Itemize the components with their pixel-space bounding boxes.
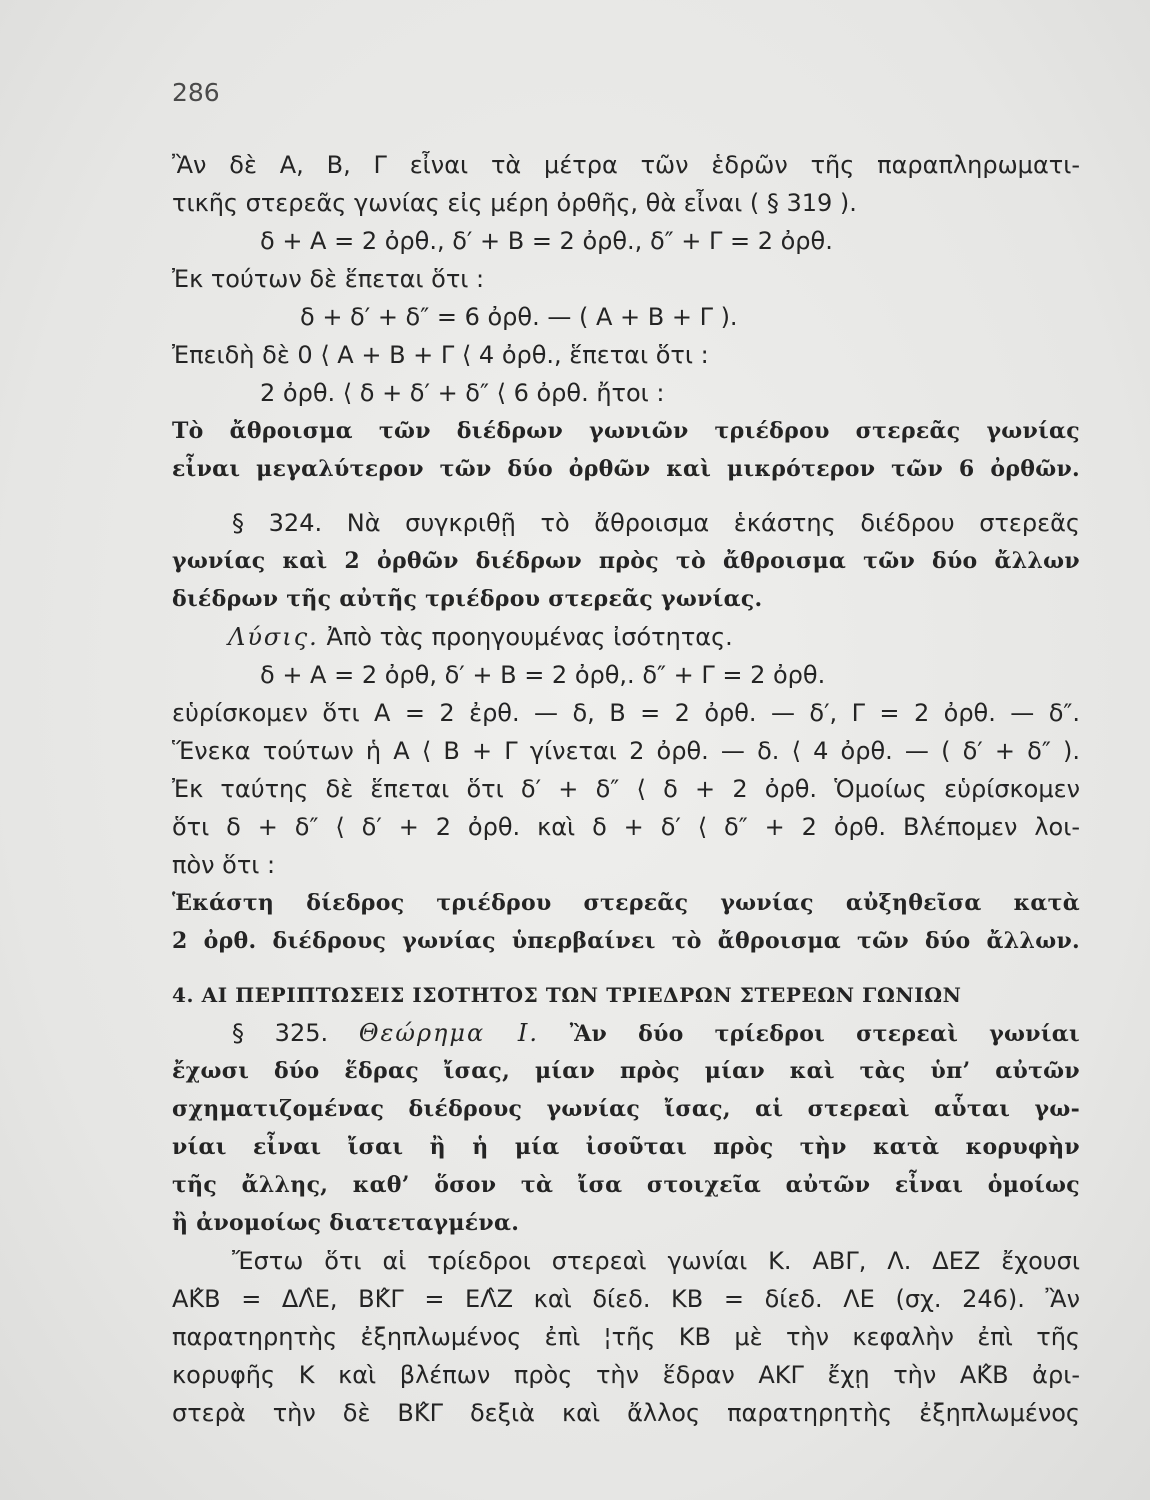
theorem-statement-line: ἢ ἀνομοίως διατεταγμένα. [172, 1210, 520, 1236]
proof-line: παρατηρητὴς ἐξηπλωμένος ἐπὶ ¦τῆς ΚΒ μὲ τὴν κεφαλὴν ἐπὶ τῆς [172, 1323, 1080, 1351]
equation-line: δ + Α = 2 ὀρθ., δ′ + Β = 2 ὀρθ., δ″ + Γ = 2 ὀρθ. [260, 227, 833, 255]
equation-line: 2 ὀρθ. ⟨ δ + δ′ + δ″ ⟨ 6 ὀρθ. ἤτοι : [260, 379, 665, 407]
text-line: Ἕνεκα τούτων ἡ Α ⟨ Β + Γ γίνεται 2 ὀρθ. — δ. ⟨ 4 ὀρθ. — ( δ′ + δ″ ). [172, 737, 1080, 765]
theorem-line [172, 1014, 1080, 1052]
text-line: Ἐκ τούτων δὲ ἕπεται ὅτι : [172, 265, 485, 293]
chapter-heading: 4. ΑΙ ΠΕΡΙΠΤΩΣΕΙΣ ΙΣΟΤΗΤΟΣ ΤΩΝ ΤΡΙΕΔΡΩΝ ΣΤΕΡΕΩΝ ΓΩΝΙΩΝ [172, 983, 962, 1007]
theorem-statement-line: νίαι εἶναι ἴσαι ἢ ἡ μία ἰσοῦται πρὸς τὴν κατὰ κορυφὴν [172, 1134, 1080, 1160]
proof-line: Ἔστω ὅτι αἱ τρίεδροι στερεαὶ γωνίαι Κ. ΑΒΓ, Λ. ΔΕΖ ἔχουσι [232, 1247, 1080, 1275]
proof-line: στερὰ τὴν δὲ ΒΚ̂Γ δεξιὰ καὶ ἄλλος παρατηρητὴς ἐξηπλωμένος [172, 1399, 1080, 1427]
theorem-statement-line: Τὸ ἄθροισμα τῶν διέδρων γωνιῶν τριέδρου στερεᾶς γωνίας [172, 418, 1080, 444]
section-number: § 325. [232, 1019, 329, 1047]
problem-line: διέδρων τῆς αὐτῆς τριέδρου στερεᾶς γωνίας. [172, 586, 763, 612]
text-line: πὸν ὅτι : [172, 851, 276, 879]
theorem-statement-line: σχηματιζομένας διέδρους γωνίας ἴσας, αἱ στερεαὶ αὗται γω- [172, 1096, 1080, 1122]
problem-line [172, 504, 1080, 542]
paragraph-gap [172, 960, 1080, 976]
theorem-text: Ἂν δύο τρίεδροι στερεαὶ γωνίαι [569, 1021, 1080, 1047]
page-number: 286 [172, 78, 220, 107]
proof-line: ΑΚ̂Β = ΔΛ̂Ε, ΒΚ̂Γ = ΕΛ̂Ζ καὶ δίεδ. ΚΒ = δίεδ. ΛΕ (σχ. 246). Ἂν [172, 1285, 1080, 1313]
text-line: τικῆς στερεᾶς γωνίας εἰς μέρη ὀρθῆς, θὰ εἶναι ( § 319 ). [172, 189, 857, 217]
solution-text: Ἀπὸ τὰς προηγουμένας ἰσότητας. [326, 623, 733, 651]
paragraph-gap [172, 488, 1080, 504]
text-line: εὑρίσκομεν ὅτι Α = 2 ἐρθ. — δ, Β = 2 ὀρθ. — δ′, Γ = 2 ὀρθ. — δ″. [172, 699, 1080, 727]
text-line: Ἂν δὲ Α, Β, Γ εἶναι τὰ μέτρα τῶν ἑδρῶν τῆς παραπληρωματι- [172, 151, 1080, 179]
proof-line: κορυφῆς Κ καὶ βλέπων πρὸς τὴν ἕδραν ΑΚΓ ἔχῃ τὴν ΑΚ̂Β ἀρι- [172, 1361, 1080, 1389]
theorem-statement-line: εἶναι μεγαλύτερον τῶν δύο ὀρθῶν καὶ μικρότερον τῶν 6 ὀρθῶν. [172, 456, 1080, 482]
text-line: Ἐπειδὴ δὲ 0 ⟨ Α + Β + Γ ⟨ 4 ὀρθ., ἕπεται ὅτι : [172, 341, 709, 369]
page-body [172, 146, 1080, 1432]
equation-line: δ + Α = 2 ὀρθ, δ′ + Β = 2 ὀρθ,. δ″ + Γ = 2 ὀρθ. [260, 661, 826, 689]
solution-label: Λύσις. [228, 623, 319, 651]
theorem-statement-line: τῆς ἄλλης, καθ’ ὅσον τὰ ἴσα στοιχεῖα αὐτῶν εἶναι ὁμοίως [172, 1172, 1080, 1198]
theorem-statement-line: 2 ὀρθ. διέδρους γωνίας ὑπερβαίνει τὸ ἄθροισμα τῶν δύο ἄλλων. [172, 928, 1080, 954]
equation-line: δ + δ′ + δ″ = 6 ὀρθ. — ( Α + Β + Γ ). [300, 303, 738, 331]
problem-line: γωνίας καὶ 2 ὀρθῶν διέδρων πρὸς τὸ ἄθροισμα τῶν δύο ἄλλων [172, 548, 1080, 574]
text-line: ὅτι δ + δ″ ⟨ δ′ + 2 ὀρθ. καὶ δ + δ′ ⟨ δ″ + 2 ὀρθ. Βλέπομεν λοι- [172, 813, 1080, 841]
theorem-statement-line: ἔχωσι δύο ἕδρας ἴσας, μίαν πρὸς μίαν καὶ τὰς ὑπ’ αὐτῶν [172, 1058, 1080, 1084]
solution-line [172, 618, 1080, 656]
theorem-statement-line: Ἑκάστη δίεδρος τριέδρου στερεᾶς γωνίας αὐξηθεῖσα κατὰ [172, 890, 1080, 916]
text-line: Ἐκ ταύτης δὲ ἕπεται ὅτι δ′ + δ″ ⟨ δ + 2 ὀρθ. Ὁμοίως εὑρίσκομεν [172, 775, 1080, 803]
theorem-label: Θεώρημα Ι. [358, 1019, 540, 1047]
section-number: § 324. Νὰ συγκριθῇ τὸ ἄθροισμα ἑκάστης διέδρου στερεᾶς [232, 509, 1080, 537]
